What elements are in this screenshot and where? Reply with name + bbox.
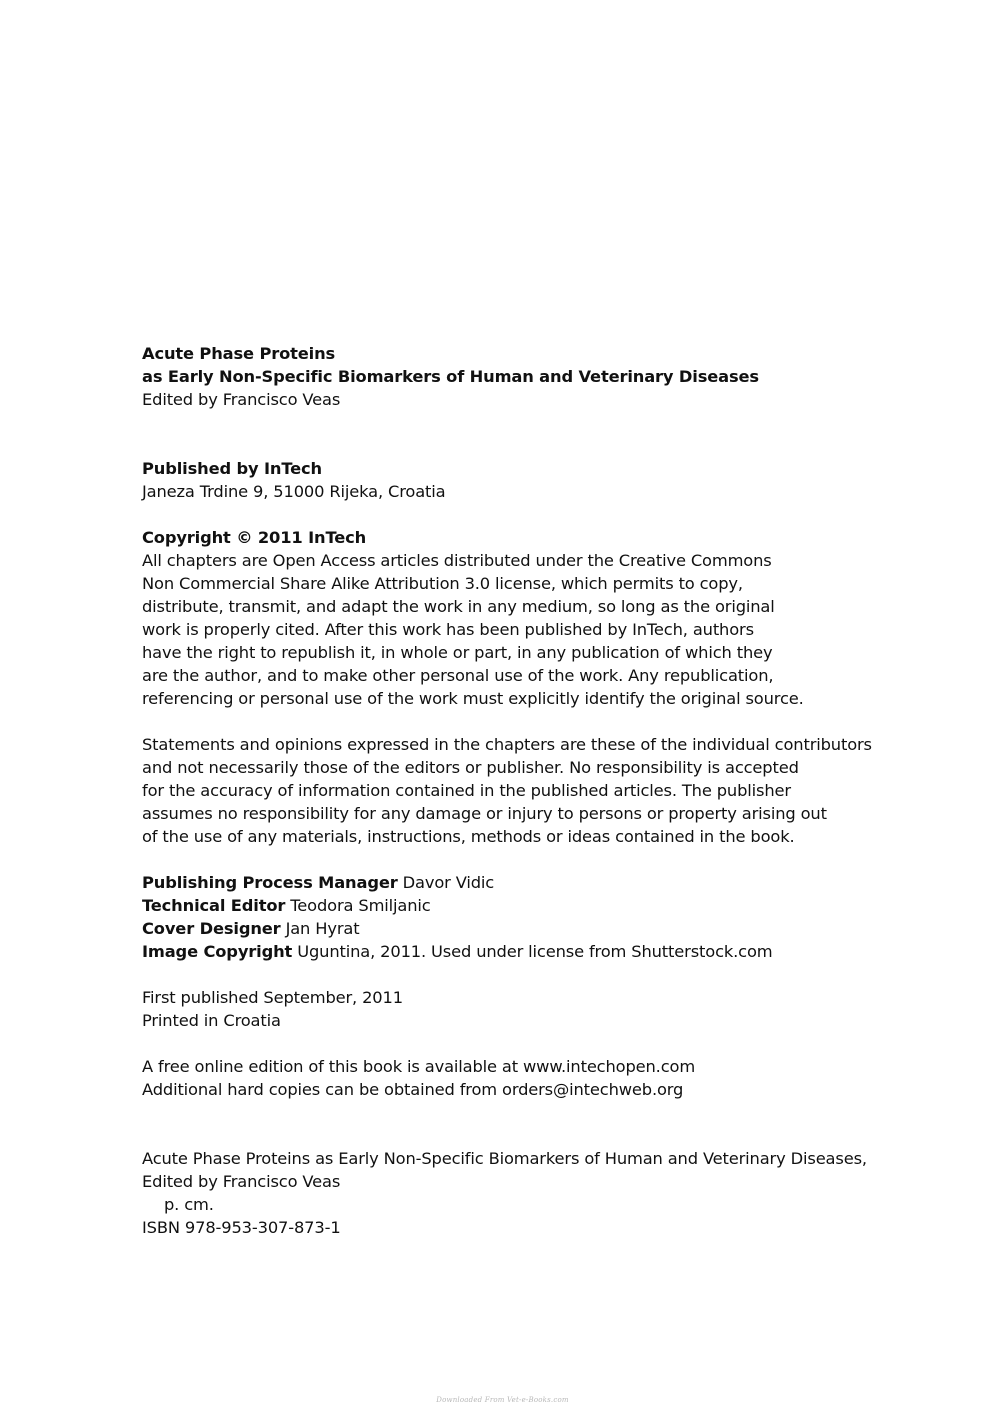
credit-role: Technical Editor: [142, 896, 286, 915]
cataloging-record: [142, 1147, 902, 1239]
book-subtitle: as Early Non-Specific Biomarkers of Human and Veterinary Diseases: [142, 367, 759, 386]
copyright-line: All chapters are Open Access articles distributed under the Creative Commons: [142, 551, 772, 570]
copyright-line: referencing or personal use of the work must explicitly identify the original source.: [142, 689, 804, 708]
credit-name: Teodora Smiljanic: [290, 896, 431, 915]
credit-image-copyright: [142, 940, 902, 963]
catalog-title: Acute Phase Proteins as Early Non-Specific Biomarkers of Human and Veterinary Diseases,: [142, 1149, 867, 1168]
credit-role: Publishing Process Manager: [142, 873, 398, 892]
online-edition-note: A free online edition of this book is available at www.intechopen.com: [142, 1057, 696, 1076]
disclaimer-line: for the accuracy of information contained in the published articles. The publisher: [142, 781, 791, 800]
copyright-notice: [142, 549, 902, 710]
credit-role: Image Copyright: [142, 942, 293, 961]
disclaimer-line: assumes no responsibility for any damage or injury to persons or property arising out: [142, 804, 827, 823]
credits-list: [142, 871, 902, 963]
copyright-line: distribute, transmit, and adapt the work in any medium, so long as the original: [142, 597, 775, 616]
printed-in: Printed in Croatia: [142, 1011, 281, 1030]
catalog-isbn: ISBN 978-953-307-873-1: [142, 1218, 341, 1237]
credit-name: Davor Vidic: [402, 873, 495, 892]
book-editor: Edited by Francisco Veas: [142, 390, 341, 409]
disclaimer-line: of the use of any materials, instructions, methods or ideas contained in the book.: [142, 827, 795, 846]
copyright-heading: Copyright © 2011 InTech: [142, 528, 367, 547]
publisher-address: Janeza Trdine 9, 51000 Rijeka, Croatia: [142, 482, 446, 501]
hard-copies-note: Additional hard copies can be obtained from orders@intechweb.org: [142, 1080, 684, 1099]
credit-name: Uguntina, 2011. Used under license from Shutterstock.com: [297, 942, 773, 961]
copyright-page: [142, 342, 902, 1239]
credit-cover-designer: [142, 917, 902, 940]
credit-technical-editor: [142, 894, 902, 917]
credit-name: Jan Hyrat: [285, 919, 360, 938]
catalog-pages: p. cm.: [164, 1195, 214, 1214]
credit-role: Cover Designer: [142, 919, 281, 938]
book-title: Acute Phase Proteins: [142, 344, 336, 363]
copyright-line: have the right to republish it, in whole or part, in any publication of which they: [142, 643, 773, 662]
copyright-line: are the author, and to make other personal use of the work. Any republication,: [142, 666, 774, 685]
disclaimer-line: Statements and opinions expressed in the chapters are these of the individual contributors: [142, 735, 872, 754]
copyright-line: work is properly cited. After this work has been published by InTech, authors: [142, 620, 754, 639]
publisher-heading: Published by InTech: [142, 459, 322, 478]
copyright-line: Non Commercial Share Alike Attribution 3.0 license, which permits to copy,: [142, 574, 743, 593]
download-watermark: Downloaded From Vet-e-Books.com: [436, 1396, 569, 1404]
catalog-editor: Edited by Francisco Veas: [142, 1172, 341, 1191]
disclaimer: [142, 733, 902, 848]
disclaimer-line: and not necessarily those of the editors or publisher. No responsibility is accepted: [142, 758, 799, 777]
credit-process-manager: [142, 871, 902, 894]
first-published: First published September, 2011: [142, 988, 403, 1007]
